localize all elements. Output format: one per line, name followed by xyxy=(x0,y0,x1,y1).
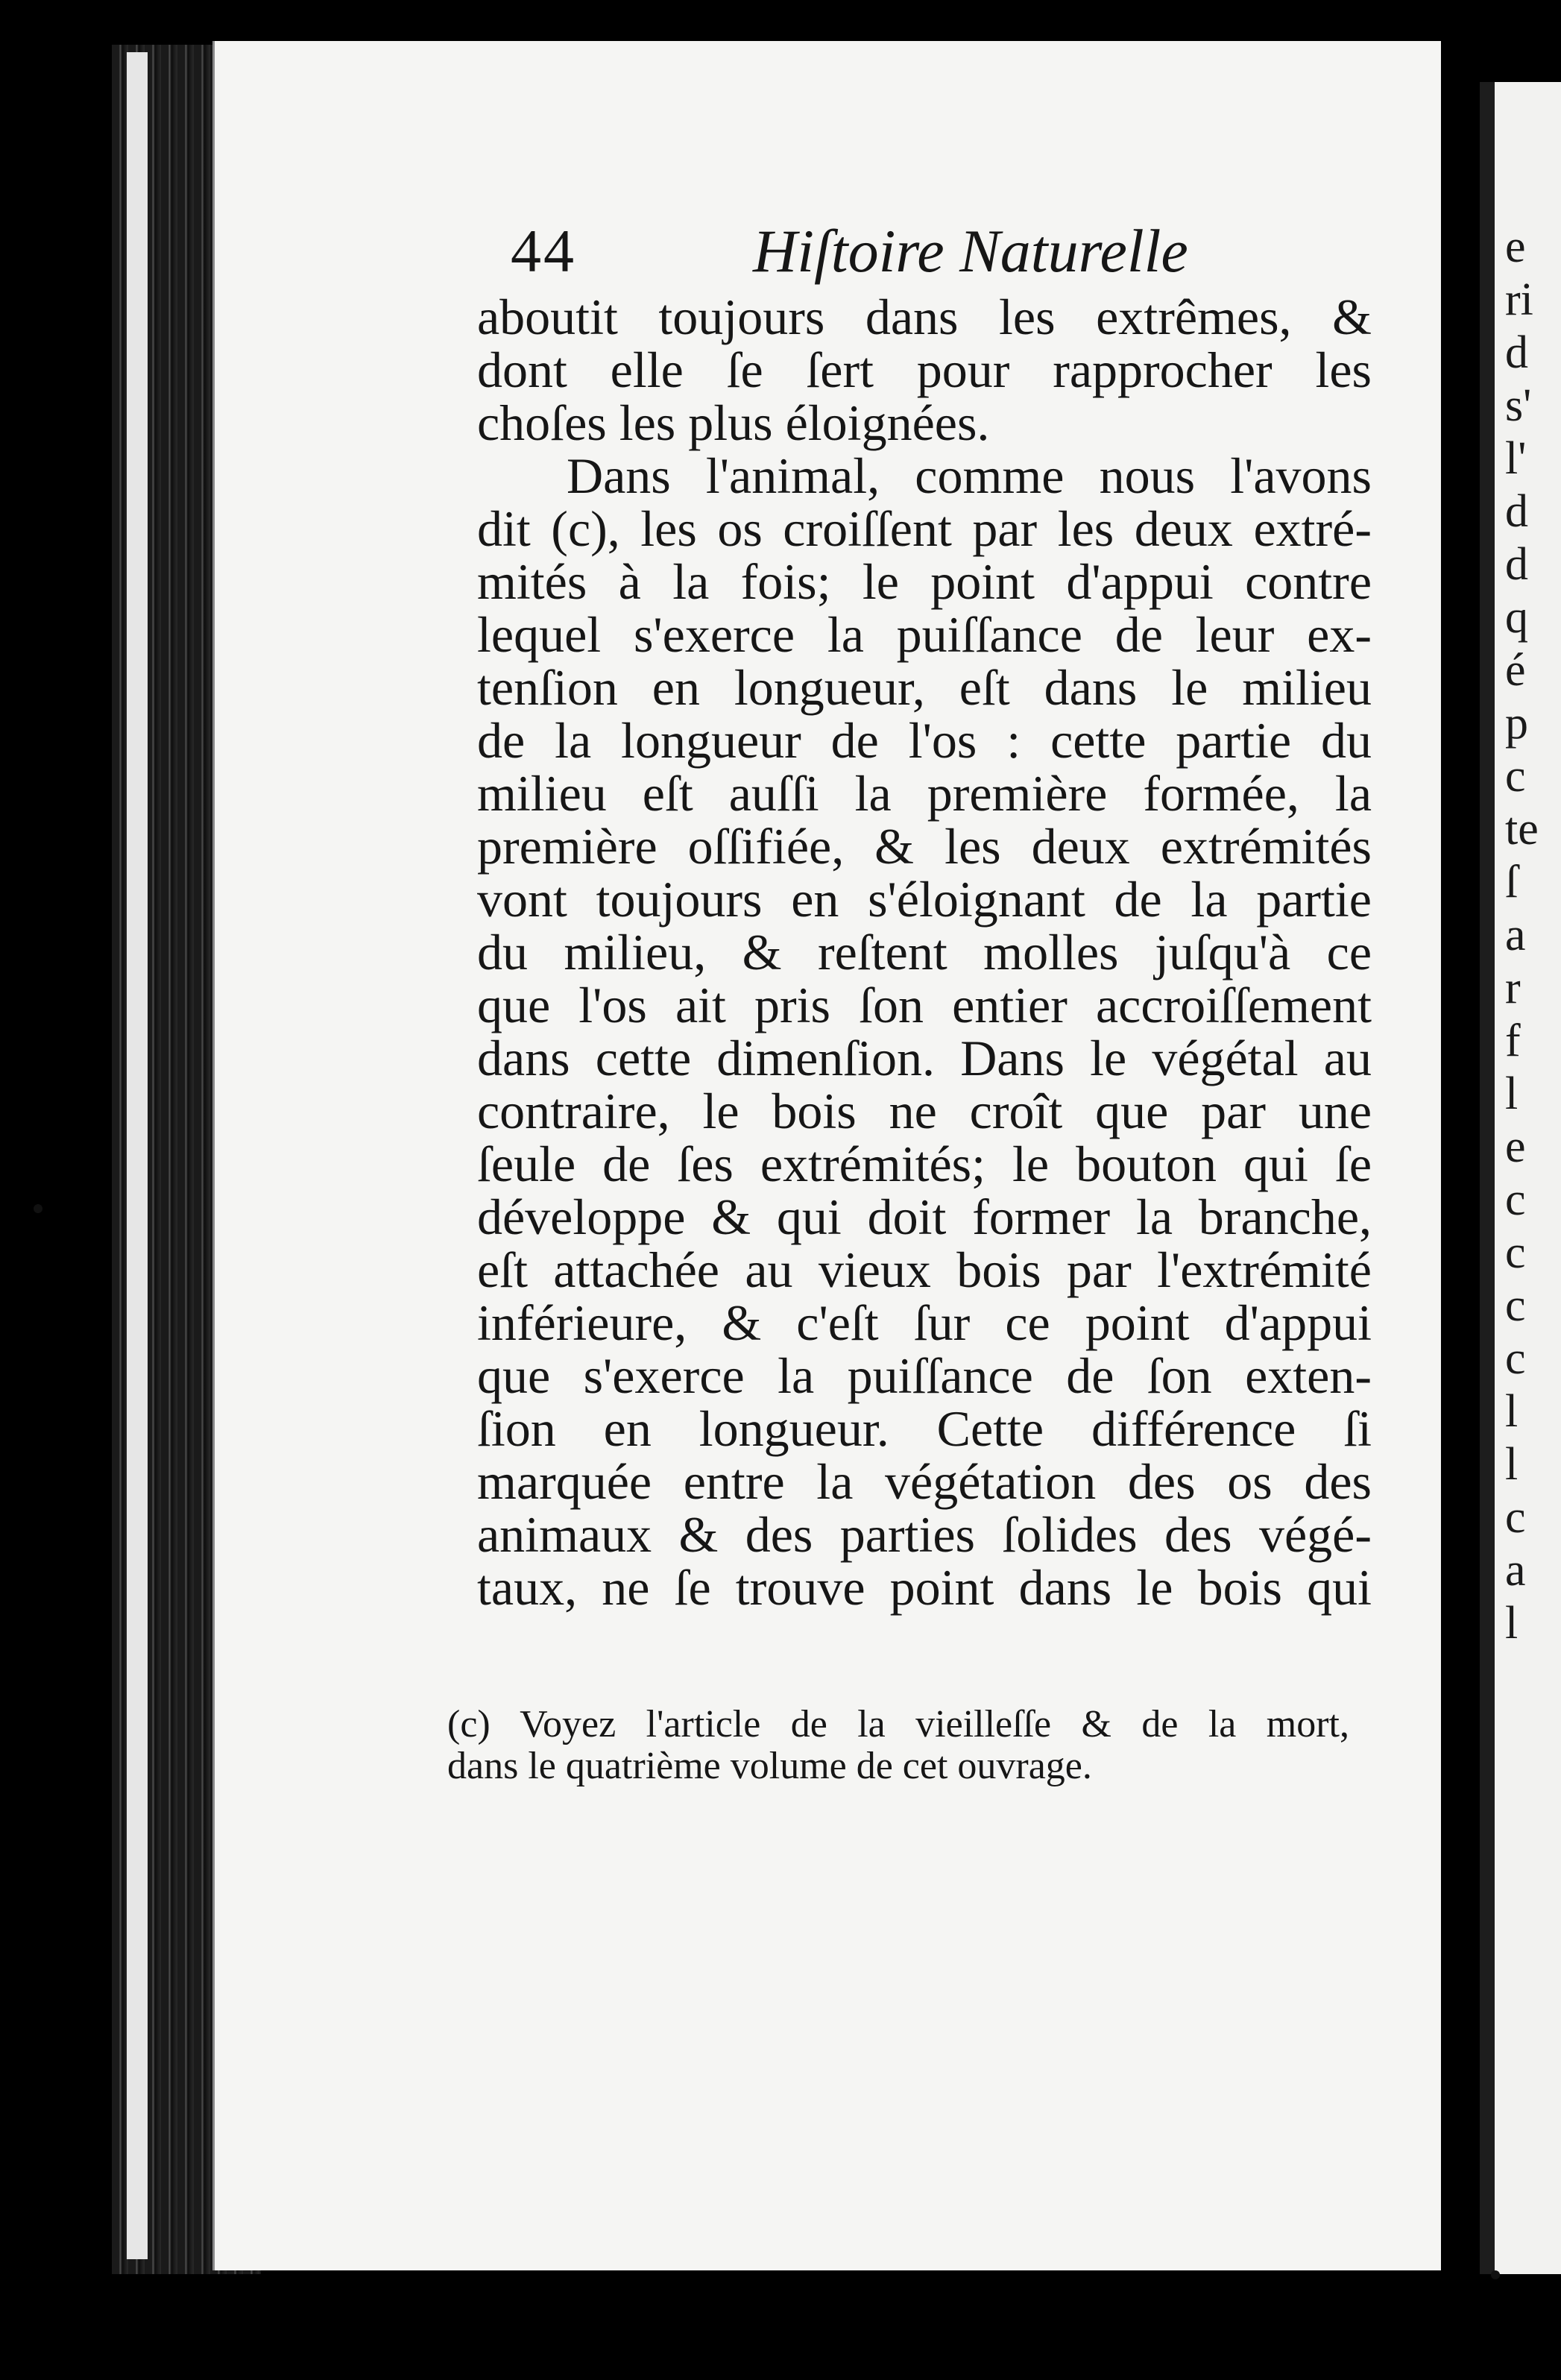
text-line: développe & qui doit former la branche, xyxy=(477,1189,1372,1245)
facing-page-fragment: p xyxy=(1505,698,1528,749)
footnote-line: dans le quatrième volume de cet ouvrage. xyxy=(447,1745,1092,1787)
text-line: eſt attachée au vieux bois par l'extrémité xyxy=(477,1241,1372,1298)
text-line: du milieu, & reſtent molles juſqu'à ce xyxy=(477,924,1372,980)
page-content xyxy=(447,201,1387,1787)
facing-page-fragment: l' xyxy=(1505,433,1527,484)
text-line: mités à la fois; le point d'appui contre xyxy=(477,553,1372,610)
footnote-line: (c) Voyez l'article de la vieilleſſe & de la mort, xyxy=(447,1703,1349,1745)
facing-page-fragment: l xyxy=(1505,1598,1519,1649)
page-header xyxy=(477,201,1387,291)
facing-page-edge xyxy=(1480,82,1561,2274)
facing-page-fragment: e xyxy=(1505,221,1526,272)
facing-page-fragment: d xyxy=(1505,327,1528,378)
text-line: animaux & des parties ſolides des végé- xyxy=(477,1506,1372,1563)
text-line: tenſion en longueur, eſt dans le milieu xyxy=(477,659,1372,716)
text-line: marquée entre la végétation des os des xyxy=(477,1453,1372,1510)
facing-page-fragment: l xyxy=(1505,1386,1519,1437)
text-line: aboutit toujours dans les extrêmes, & xyxy=(477,289,1372,345)
facing-page-fragment: ri xyxy=(1505,274,1533,325)
facing-page-fragment: q xyxy=(1505,592,1528,643)
facing-page-fragment: c xyxy=(1505,751,1526,802)
facing-page-fragment: d xyxy=(1505,539,1528,590)
text-line: dont elle ſe ſert pour rapprocher les xyxy=(477,341,1372,398)
text-line: dans cette dimenſion. Dans le végétal au xyxy=(477,1030,1372,1086)
text-line: ſion en longueur. Cette différence ſi xyxy=(477,1400,1372,1457)
facing-page-fragment: s' xyxy=(1505,380,1532,431)
page-number: 44 xyxy=(511,217,576,285)
scan-speck xyxy=(1491,2270,1500,2279)
facing-page-fragment: a xyxy=(1505,1545,1526,1596)
text-line: contraire, le bois ne croît que par une xyxy=(477,1083,1372,1139)
facing-page-fragment: e xyxy=(1505,1121,1526,1172)
facing-page-fragment: c xyxy=(1505,1333,1526,1384)
text-line: Dans l'animal, comme nous l'avons xyxy=(567,447,1372,504)
text-line: lequel s'exerce la puiſſance de leur ex- xyxy=(477,606,1372,663)
text-line: milieu eſt auſſi la première formée, la xyxy=(477,765,1372,822)
text-line: choſes les plus éloignées. xyxy=(477,394,990,451)
text-line: vont toujours en s'éloignant de la partie xyxy=(477,871,1372,928)
facing-page-fragment: ſ xyxy=(1505,857,1519,907)
facing-page-fragment: é xyxy=(1505,645,1526,696)
text-line: de la longueur de l'os : cette partie du xyxy=(477,712,1372,769)
facing-page-fragment: r xyxy=(1505,963,1521,1013)
facing-page-fragment: d xyxy=(1505,486,1528,537)
facing-page-fragment: a xyxy=(1505,910,1526,960)
text-line: taux, ne ſe trouve point dans le bois qui xyxy=(477,1559,1372,1616)
running-title: Hiſtoire Naturelle xyxy=(753,217,1188,285)
scan-speck xyxy=(34,1204,42,1213)
facing-page-fragment: f xyxy=(1505,1016,1521,1066)
facing-page-fragment: c xyxy=(1505,1492,1526,1543)
page-edge-strip xyxy=(127,52,148,2259)
footnote xyxy=(447,1704,1349,1787)
facing-page-fragment: c xyxy=(1505,1227,1526,1278)
text-line: dit (c), les os croiſſent par les deux extré- xyxy=(477,500,1372,557)
text-line: que l'os ait pris ſon entier accroiſſement xyxy=(477,977,1372,1033)
text-line: ſeule de ſes extrémités; le bouton qui ſe xyxy=(477,1136,1372,1192)
text-line: que s'exerce la puiſſance de ſon exten- xyxy=(477,1347,1372,1404)
facing-page-fragment: c xyxy=(1505,1280,1526,1331)
facing-page-fragment: c xyxy=(1505,1174,1526,1225)
facing-page-fragment: te xyxy=(1505,804,1539,854)
facing-page-fragment: l xyxy=(1505,1068,1519,1119)
body-text xyxy=(477,291,1372,1614)
text-line: première oſſifiée, & les deux extrémités xyxy=(477,818,1372,875)
text-line: inférieure, & c'eſt ſur ce point d'appui xyxy=(477,1294,1372,1351)
facing-page-fragment: l xyxy=(1505,1439,1519,1490)
